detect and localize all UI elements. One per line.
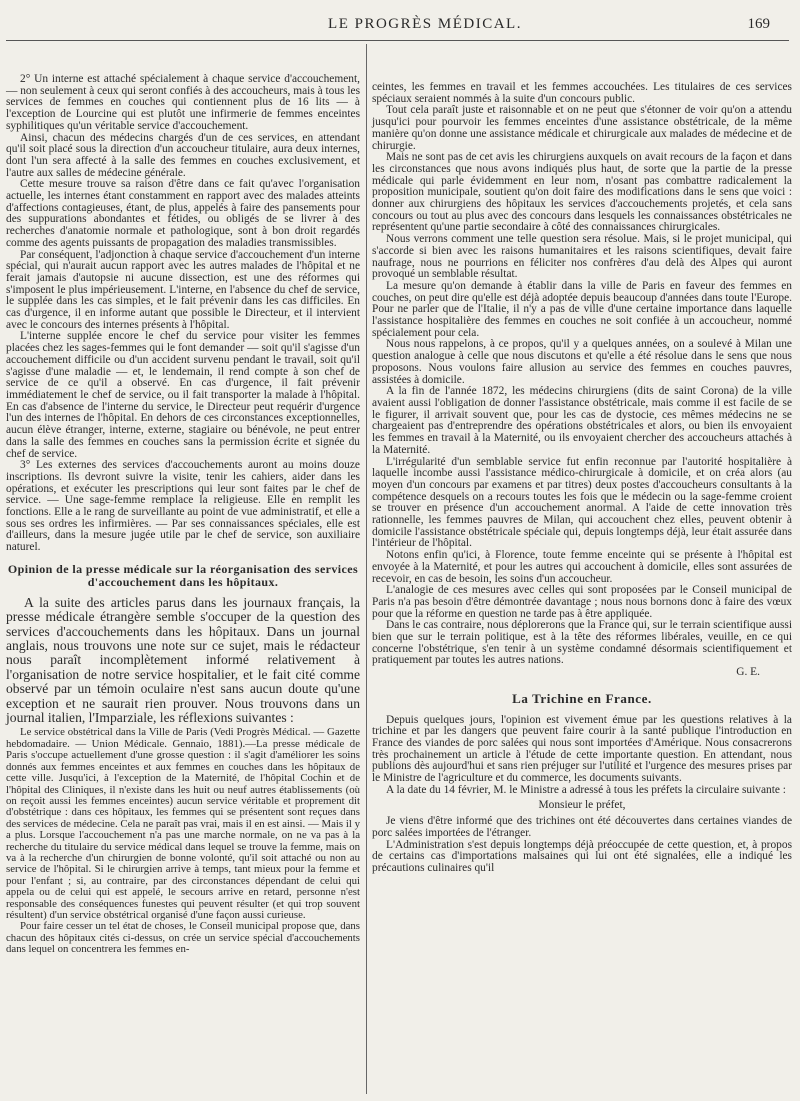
right-column (372, 82, 792, 875)
paragraph: Nous nous rappelons, à ce propos, qu'il y a quelques années, on a soulevé à Milan une question analogue à celle que nous discutons et qu'elle a été résolue dans le sens que nous proposons. Nous voulons faire allusion au service des femmes en couches pauvres, assistées à domicile. (372, 338, 792, 386)
quote-paragraph: Pour faire cesser un tel état de choses, le Conseil municipal propose que, dans chacun des hôpitaux cités ci-dessus, on crée un service spécial d'accouchements dans lequel on concentrera les femmes en- (6, 920, 360, 956)
running-head (0, 14, 800, 38)
column-divider (366, 44, 367, 1094)
paragraph: Depuis quelques jours, l'opinion est vivement émue par les questions relatives à la trichine et par les dangers que peuvent faire courir à la santé publique l'introduction en France des viandes de porc salées qui nous sont importées d'Amérique. Nous consacrerons très prochainement un article à l'étude de cette importante question. En attendant, nous publions dès aujourd'hui et sans rien préjuger sur l'utilité et l'urgence des mesures prises par le Ministre de l'agriculture et du commerce, les documents suivants. (372, 713, 792, 785)
section-heading-trichine: La Trichine en France. (512, 690, 652, 706)
paragraph: Tout cela paraît juste et raisonnable et on ne peut que s'étonner de voir qu'on a attendu jusqu'ici pour pourvoir les femmes enceintes d'une assistance obstétricale, de la même manière qu'on donne une assistance médicale et chirurgicale aux malades de médecine et de chirurgie. (372, 104, 792, 152)
paragraph: A la date du 14 février, M. le Ministre a adressé à tous les préfets la circulaire suivante : (386, 783, 786, 796)
paragraph: Nous verrons comment une telle question sera résolue. Mais, si le projet municipal, qui s'accorde si bien avec les raisons humanitaires et les raisons scientifiques, devait faire naufrage, nous ne pourrions en féliciter nos confrères d'au delà des Alpes qui auront provoqué un semblable résultat. (372, 233, 792, 281)
paragraph: Par conséquent, l'adjonction à chaque service d'accouchement d'un interne spécial, qui n'aurait aucun rapport avec les autres malades de l'hôpital et ne ferait jamais d'autopsie ni aucune dissection, est une des réformes qui s'imposent le plus impérieusement. L'interne, en l'absence du chef de service, le supplée dans les cas simples, et le fait prévenir dans les cas difficiles. En cas d'urgence, il en informe autant que possible le Directeur, et il intervient avec le concours des internes présents à l'hôpital. (6, 248, 360, 331)
quoted-article (6, 727, 360, 955)
paragraph: Ainsi, chacun des médecins chargés d'un de ces services, en attendant qu'il soit placé sous la direction d'un accoucheur titulaire, aura deux internes, dont l'un sera affecté à la salle des femmes en couches exclusivement, et l'autre aux salles de médecine générale. (6, 131, 360, 179)
letter-salutation: Monsieur le préfet, (538, 799, 626, 812)
lead-paragraph: A la suite des articles parus dans les journaux français, la presse médicale étrangère semble s'occuper de la question des services d'accouchements dans les hôpitaux. Dans un journal anglais, nous trouvons une note sur ce sujet, mais le rédacteur nous paraît incomplètement informé relativement à l'organisation de notre service hospitalier, et le fait cité comme observé par un témoin oculaire n'est sans aucun doute qu'une exception et ne saurait rien prouver. Nous trouvons dans un journal italien, l'Imparziale, les réflexions suivantes : (6, 594, 360, 726)
paragraph: 2° Un interne est attaché spécialement à chaque service d'accouchement, — non seulement à ceux qui seront confiés à des accoucheurs, mais à tous les services de femmes en couches qui contiennent plus de 16 lits — à l'exception de Lourcine qui est plutôt une infirmerie de femmes enceintes syphilitiques qu'un véritable service d'accouchement. (6, 73, 360, 132)
paragraph: 3° Les externes des services d'accouchements auront au moins douze inscriptions. Ils devront suivre la visite, tenir les cahiers, aider dans les opérations, et exécuter les prescriptions qui leur sont faites par le chef de service. — Une sage-femme remplace la religieuse. Elle en remplit les fonctions. Elle a le rang de surveillante au point de vue administratif, et elle a sous ses ordres les infirmières. — Par ses connaissances spéciales, elle est d'ailleurs, dans la mesure jugée utile par le chef de service, son auxiliaire naturel. (6, 459, 360, 554)
paragraph: L'analogie de ces mesures avec celles qui sont proposées par le Conseil municipal de Paris n'a pas besoin d'être démontrée davantage ; nous nous bornons donc à faire des vœux pour que la réforme en question ne tarde pas à être appliquée. (372, 584, 792, 620)
author-signature: G. E. (736, 666, 760, 679)
quote-paragraph: Le service obstétrical dans la Ville de Paris (Vedi Progrès Médical. — Gazette hebdomadaire. — Union Médicale. Gennaio, 1881).—La presse médicale de Paris s'occupe actuellement d'une grosse question : il s'agit d'améliorer les soins donnés aux femmes enceintes et aux femmes en couches dans les hôpitaux de cette ville. Jusqu'ici, à l'exception de la Maternité, de l'hôpital Cochin et de l'hôpital des Cliniques, il n'existe dans les huit ou neuf autres établissements (où on reçoit aussi les femmes enceintes) aucun service véritable et proprement dit d'obstétrique : dans ces hôpitaux, les femmes qui se présentent sont reçues dans des services de médecine. Cela ne paraît pas vrai, mais il en est ainsi. — Mais il y a plus. Lorsque l'accouchement n'a pas une marche normale, on ne va pas à la recherche du titulaire du service médical dans lequel se trouve la femme, mais on va à la recherche d'un chirurgien de bonne volonté, qu'il soit attaché ou non au service de l'hôpital. Si le chirurgien arrive à temps, tant mieux pour la femme et pour l'enfant ; si, au contraire, par des circonstances dépendant de celui qui appela ou de celui qui est appelé, le secours arrive en retard, personne n'est responsable des conséquences funestes qui peuvent résulter (et qui trop souvent résultent) d'un service obstétrical organisé d'une façon aussi curieuse. (6, 726, 360, 921)
paragraph: Mais ne sont pas de cet avis les chirurgiens auxquels on avait recours de la façon et dans les circonstances que nous avons indiqués plus haut, de sorte que la partie de la presse médicale qui parle évidemment en leur nom, n'osant pas combattre radicalement la proposition municipale, soutient qu'on doit faire des modifications dans le sens que voici : donner aux chirurgiens des hôpitaux les services d'accouchements projetés, et cela sans concours ou tout au plus avec des concours dans lesquels les connaissances obstétricales ne représentent qu'une partie secondaire à côté des connaissances chirurgicales. (372, 151, 792, 234)
header-rule (6, 40, 789, 41)
paragraph: Cette mesure trouve sa raison d'être dans ce fait qu'avec l'organisation actuelle, les internes étant constamment en rapport avec des malades atteints d'affections contagieuses, étant, de plus, appelés à faire des pansements pour des suppurations abondantes et fétides, ou obligés de se livrer à des recherches d'anatomie normale et pathologique, sont à bon droit regardés comme des agents puissants de propagation des maladies transmissibles. (6, 178, 360, 249)
letter-paragraph: L'Administration s'est depuis longtemps déjà préoccupée de cette question, et, à propos de certains cas d'importations malsaines qui lui ont été signalées, elle a indiqué les précautions culinaires qu'il (372, 838, 792, 874)
paragraph: La mesure qu'on demande à établir dans la ville de Paris en faveur des femmes en couches, on peut dire qu'elle est déjà adoptée depuis beaucoup d'années dans toute l'Europe. Pour ne parler que de l'Italie, il n'y a pas de ville d'une certaine importance dans laquelle l'assistance hospitalière des femmes en couches ne soit confiée à un accoucheur, nommé spécialement pour cela. (372, 279, 792, 339)
letter-paragraph: Je viens d'être informé que des trichines ont été découvertes dans certaines viandes de porc salées importées de l'étranger. (372, 815, 792, 839)
lead-block (6, 596, 360, 726)
page-number: 169 (747, 16, 770, 32)
journal-title: LE PROGRÈS MÉDICAL. (328, 16, 522, 32)
paragraph: L'interne supplée encore le chef du service pour visiter les femmes placées chez les sages-femmes qui le font demander — soit qu'il s'agisse d'un accouchement difficile ou d'un accident survenu pendant le travail, soit qu'il s'agisse d'une maladie — et, le lendemain, il rend compte à son chef de service de ce qu'il a observé. En cas d'urgence, il fait prévenir immédiatement le chef de service, ou il fait transporter la malade à l'hôpital. En cas d'absence de l'interne du service, le Directeur peut requérir d'urgence l'un des internes de l'hôpital. En dehors de ces circonstances exceptionnelles, aucun élève étranger, interne, externe, stagiaire ou bénévole, ne peut entrer dans la salle des femmes en couches sans la permission écrite et signée du chef de service. (6, 330, 360, 460)
paragraph: A la fin de l'année 1872, les médecins chirurgiens (dits de saint Corona) de la ville avaient aussi l'obligation de donner l'assistance obstétricale, mais comme il est facile de se le figurer, il arrivait souvent que, pour les cas de dystocie, ces mêmes médecins ne se chargeaient pas d'entreprendre des opérations obstétricales et alors, ou bien ils envoyaient les femmes en travail à la Maternité, ou ils envoyaient chercher des accoucheurs attachés à la Maternité. (372, 385, 792, 456)
paragraph: Dans le cas contraire, nous déplorerons que la France qui, sur le terrain scientifique aussi bien que sur le terrain politique, est à la tête des réformes libérales, veuille, en ce qui concerne l'obstétrique, s'en tenir à un système condamné désormais scientifiquement et pratiquement par toutes les autres nations. (372, 619, 792, 667)
paragraph: L'irrégularité d'un semblable service fut enfin reconnue par l'autorité hospitalière à laquelle incombe aussi l'assistance médico-chirurgicale à domicile, et on créa alors (au moyen d'un concours par examens et par titres) deux postes d'accoucheurs consultants à la compétence desquels on a recours toutes les fois que le médecin ou la sage-femme croient se trouver en présence d'un accouchement anormal. A l'aide de cette innovation très rationnelle, les femmes pauvres de Milan, qui accouchent chez elles, peuvent obtenir à domicile l'assistance obstétricale spéciale qui, depuis longtemps déjà, leur était assurée dans l'intérieur de l'hôpital. (372, 455, 792, 550)
paragraph: Notons enfin qu'ici, à Florence, toute femme enceinte qui se présente à l'hôpital est envoyée à la Maternité, et pour les autres qui accouchent à domicile, elles sont assurées de recevoir, en cas de besoin, les soins d'un accoucheur. (372, 549, 792, 585)
left-column (6, 74, 360, 956)
section-heading-opinion: Opinion de la presse médicale sur la réorganisation des services d'accouchement dans les hôpitaux. (7, 561, 359, 589)
paragraph: ceintes, les femmes en travail et les femmes accouchées. Les titulaires de ces services spéciaux seraient nommés à la suite d'un concours public. (372, 81, 792, 105)
